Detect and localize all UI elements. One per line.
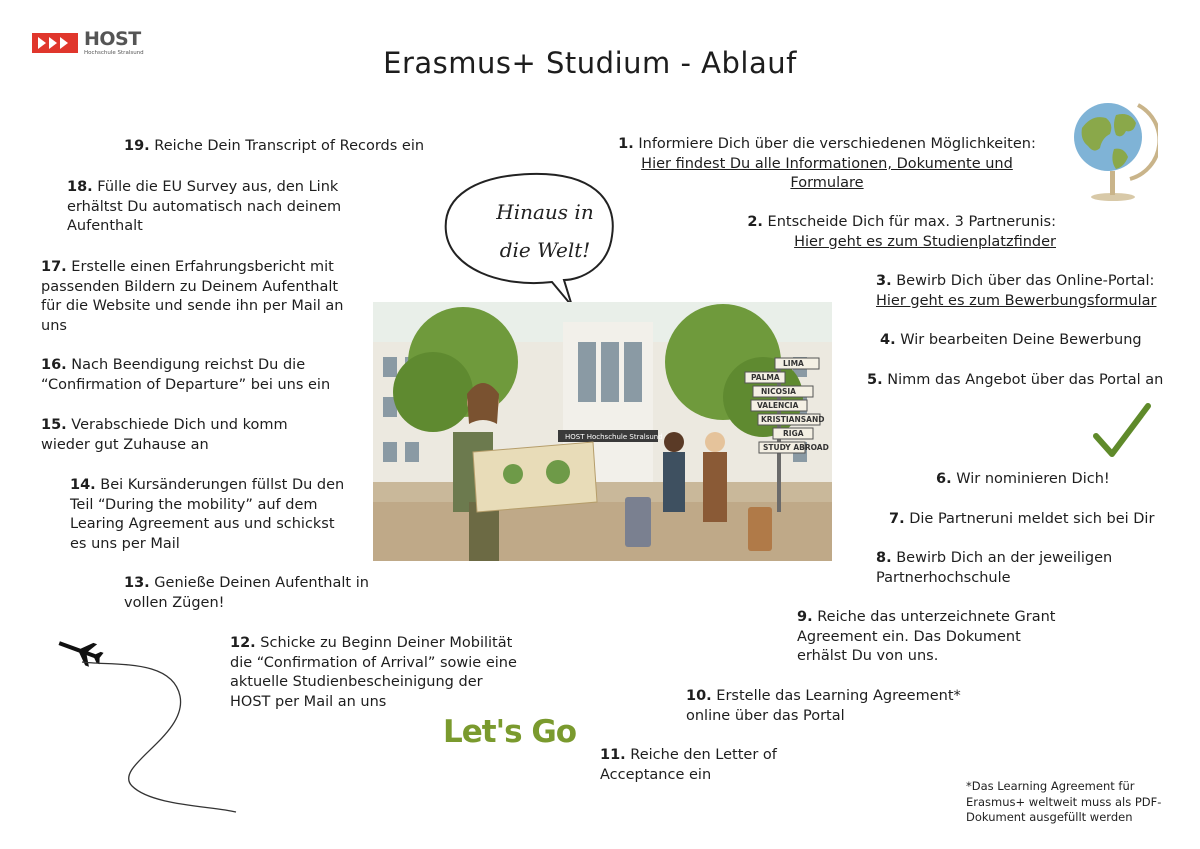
step-text: Erstelle einen Erfahrungsbericht mit passenden Bildern zu Deinem Aufenthalt für die Website und sende ihn per Mail an uns (41, 259, 344, 334)
step-text: Fülle die EU Survey aus, den Link erhältst Du automatisch nach deinem Aufenthalt (67, 179, 342, 234)
step-text: Erstelle das Learning Agreement* online über das Portal (686, 688, 961, 724)
page-title: Erasmus+ Studium - Ablauf (383, 46, 797, 80)
signpost-label: VALENCIA (757, 401, 799, 410)
campus-illustration (373, 302, 832, 561)
step-text: Entscheide Dich für max. 3 Partnerunis: (767, 214, 1056, 230)
step-text: Reiche das unterzeichnete Grant Agreement ein. Das Dokument erhälst Du von uns. (797, 609, 1056, 664)
step-8 (876, 549, 1116, 588)
signpost-label: LIMA (783, 359, 804, 368)
step-link[interactable]: Hier geht es zum Studienplatzfinder (794, 233, 1056, 250)
signpost-label: RIGA (783, 429, 804, 438)
speech-bubble-text (475, 193, 615, 269)
step-number: 4. (880, 332, 896, 348)
lets-go-text: Let's Go (443, 714, 577, 750)
step-number: 5. (867, 372, 883, 388)
signpost-label: NICOSIA (761, 387, 796, 396)
step-number: 13. (124, 575, 150, 591)
step-number: 9. (797, 609, 813, 625)
step-number: 17. (41, 259, 67, 275)
step-18 (67, 178, 357, 237)
step-text: Nach Beendigung reichst Du die “Confirmation of Departure” bei uns ein (41, 357, 331, 393)
step-3 (876, 272, 1176, 311)
step-number: 16. (41, 357, 67, 373)
bubble-line-2: die Welt! (499, 238, 591, 262)
step-link[interactable]: Hier findest Du alle Informationen, Dokumente und Formulare (641, 155, 1013, 191)
step-text: Wir bearbeiten Deine Bewerbung (900, 332, 1142, 348)
step-10 (686, 687, 966, 726)
step-13 (124, 574, 374, 613)
footnote: *Das Learning Agreement für Erasmus+ weltweit muss als PDF-Dokument ausgefüllt werden (966, 779, 1162, 824)
step-text: Bei Kursänderungen füllst Du den Teil “During the mobility” auf dem Learing Agreement aus und schickst es uns per Mail (70, 477, 345, 552)
step-7 (889, 510, 1179, 530)
step-number: 18. (67, 179, 93, 195)
step-number: 3. (876, 273, 892, 289)
step-text: Reiche Dein Transcript of Records ein (154, 138, 425, 154)
step-15 (41, 416, 301, 455)
step-number: 1. (618, 136, 634, 152)
step-1 (612, 135, 1042, 194)
step-text: Nimm das Angebot über das Portal an (887, 372, 1164, 388)
step-number: 2. (747, 214, 763, 230)
airplane-icon (52, 636, 242, 820)
step-link[interactable]: Hier geht es zum Bewerbungsformular (876, 292, 1157, 309)
step-text: Bewirb Dich an der jeweiligen Partnerhochschule (876, 550, 1113, 586)
step-9 (797, 608, 1067, 667)
signpost-label: STUDY ABROAD (763, 443, 829, 452)
step-number: 12. (230, 635, 256, 651)
step-17 (41, 258, 351, 336)
step-number: 10. (686, 688, 712, 704)
step-4 (880, 331, 1180, 351)
checkmark-icon (1092, 402, 1152, 464)
step-6 (936, 470, 1176, 490)
globe-icon (1068, 93, 1158, 207)
step-5 (867, 371, 1177, 391)
step-14 (70, 476, 355, 554)
signpost-label: PALMA (751, 373, 780, 382)
step-number: 6. (936, 471, 952, 487)
bubble-line-1: Hinaus in (496, 200, 594, 224)
step-2 (700, 213, 1056, 252)
building-sign: HOST Hochschule Stralsund (565, 433, 663, 441)
step-number: 19. (124, 138, 150, 154)
step-19 (124, 137, 444, 157)
step-number: 7. (889, 511, 905, 527)
step-number: 8. (876, 550, 892, 566)
step-text: Reiche den Letter of Acceptance ein (600, 747, 777, 783)
signpost-label: KRISTIANSAND (761, 415, 825, 424)
step-11 (600, 746, 790, 785)
step-text: Schicke zu Beginn Deiner Mobilität die “Confirmation of Arrival” sowie eine aktuelle Studienbescheinigung der HOST per Mail an uns (230, 635, 517, 710)
step-text: Genieße Deinen Aufenthalt in vollen Zügen! (124, 575, 369, 611)
step-number: 14. (70, 477, 96, 493)
step-text: Wir nominieren Dich! (956, 471, 1110, 487)
step-16 (41, 356, 341, 395)
step-text: Die Partneruni meldet sich bei Dir (909, 511, 1155, 527)
step-number: 11. (600, 747, 626, 763)
step-number: 15. (41, 417, 67, 433)
step-12 (230, 634, 520, 712)
step-text: Verabschiede Dich und komm wieder gut Zuhause an (41, 417, 288, 453)
logo-name: HOST (84, 28, 141, 50)
step-text: Bewirb Dich über das Online-Portal: (896, 273, 1155, 289)
logo-subtitle: Hochschule Stralsund (84, 50, 144, 56)
step-text: Informiere Dich über die verschiedenen Möglichkeiten: (638, 136, 1036, 152)
